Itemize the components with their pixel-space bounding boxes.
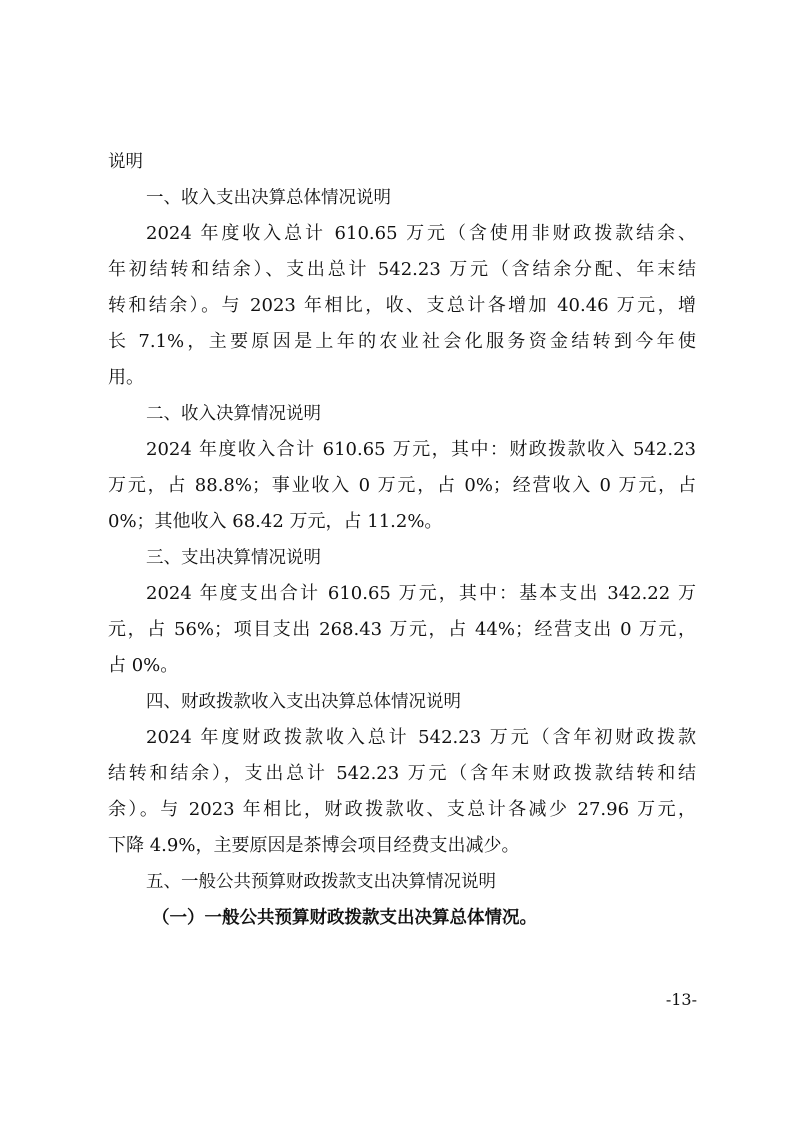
intro-label: 说明: [108, 152, 143, 172]
section-4-line: 下降 4.9%，主要原因是茶博会项目经费支出减少。: [108, 835, 520, 856]
section-4-line: 2024 年度财政拨款收入总计 542.23 万元（含年初财政拨款: [146, 727, 696, 748]
section-5-heading: 五、一般公共预算财政拨款支出决算情况说明: [146, 872, 496, 892]
section-2-line: 2024 年度收入合计 610.65 万元，其中：财政拨款收入 542.23: [146, 439, 696, 460]
section-4-line: 余）。与 2023 年相比，财政拨款收、支总计各减少 27.96 万元，: [108, 799, 696, 820]
section-4-line: 结转和结余），支出总计 542.23 万元（含年末财政拨款结转和结: [108, 763, 696, 784]
page-number: -13-: [665, 990, 697, 1009]
section-2-heading: 二、收入决算情况说明: [146, 404, 321, 424]
document-body: [108, 144, 696, 936]
section-5-subheading: （一）一般公共预算财政拨款支出决算总体情况。: [152, 908, 537, 928]
section-1-line: 用。: [108, 367, 144, 388]
section-1-line: 长 7.1%，主要原因是上年的农业社会化服务资金结转到今年使: [108, 331, 696, 352]
section-1-line: 年初结转和结余）、支出总计 542.23 万元（含结余分配、年末结: [108, 259, 696, 280]
section-2-line: 万元，占 88.8%；事业收入 0 万元，占 0%；经营收入 0 万元，占: [108, 475, 696, 496]
section-1-line: 2024 年度收入总计 610.65 万元（含使用非财政拨款结余、: [146, 223, 696, 244]
section-3-line: 2024 年度支出合计 610.65 万元，其中：基本支出 342.22 万: [146, 583, 696, 604]
section-3-line: 元，占 56%；项目支出 268.43 万元，占 44%；经营支出 0 万元，: [108, 619, 696, 640]
section-1-line: 转和结余）。与 2023 年相比，收、支总计各增加 40.46 万元，增: [108, 295, 696, 316]
section-3-heading: 三、支出决算情况说明: [146, 548, 321, 568]
section-2-line: 0%；其他收入 68.42 万元，占 11.2%。: [108, 511, 443, 532]
section-1-heading: 一、收入支出决算总体情况说明: [146, 188, 391, 208]
section-4-heading: 四、财政拨款收入支出决算总体情况说明: [146, 692, 461, 712]
section-3-line: 占 0%。: [108, 655, 179, 676]
